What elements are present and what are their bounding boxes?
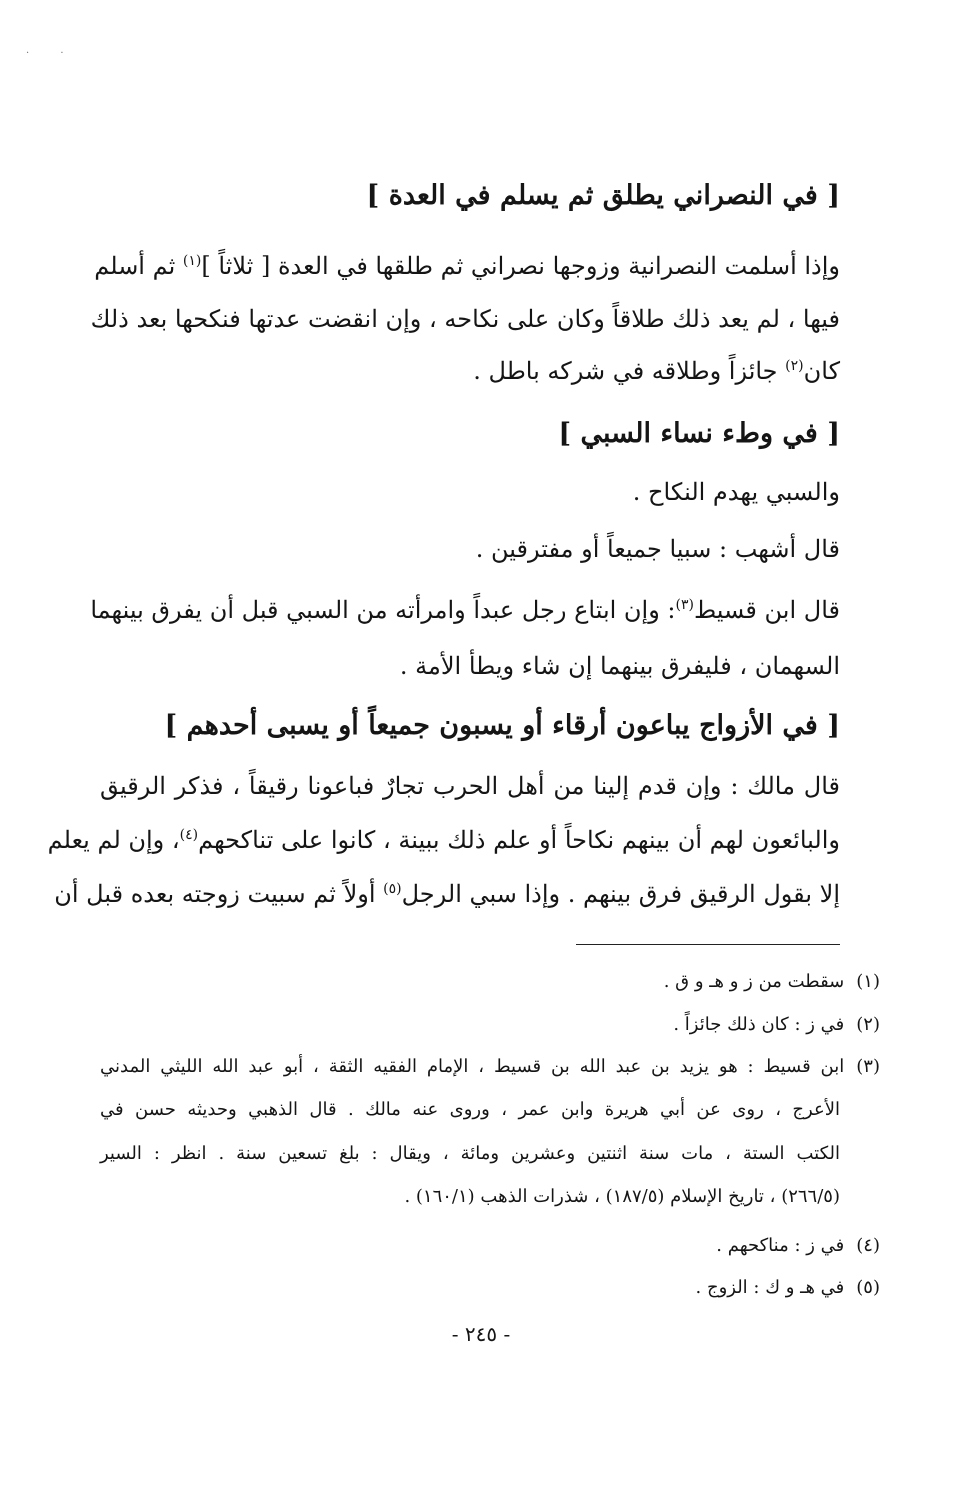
paragraph-line: السهمان ، فليفرق بينهما إن شاء ويطأ الأمة .: [399, 652, 840, 680]
footnote-3-continuation: الأعرج ، روى عن أبي هريرة وابن عمر ، وروى عنه مالك . قال الذهبي وحديثه حسن في: [100, 1099, 840, 1120]
text-run: وإذا أسلمت النصرانية وزوجها نصراني ثم طلقها في العدة [ ثلاثاً ]: [201, 252, 840, 280]
footnote-text: في هـ و ك : الزوج .: [695, 1277, 845, 1298]
footnote-5: [100, 1277, 880, 1298]
footnote-ref: (٤): [179, 827, 199, 843]
text-run: قال ابن قسيط: [693, 596, 840, 624]
text-run: أولاً ثم سبيت زوجته بعده قبل أن: [54, 880, 384, 908]
footnote-text: في ز : كان ذلك جائزاً .: [673, 1014, 845, 1035]
text-run: ، وإن لم يعلم: [47, 826, 180, 854]
footnote-text: سقطت من ز و هـ و ق .: [663, 971, 845, 992]
footnote-3: [100, 1056, 880, 1077]
footnote-2: [100, 1014, 880, 1035]
paragraph-line: [100, 357, 840, 385]
text-run: كان: [803, 357, 840, 385]
footnote-ref: (٢): [785, 358, 804, 374]
section-heading-spouses-sold: [ في الأزواج يباعون أرقاء أو يسبون جميعاً أو يسبى أحدهم ]: [164, 710, 840, 741]
footnote-ref: (١): [182, 253, 202, 269]
paragraph-line: فيها ، لم يعد ذلك طلاقاً وكان على نكاحه ، وإن انقضت عدتها فنكحها بعد ذلك: [90, 305, 840, 333]
text-run: : وإن ابتاع رجل عبداً وامرأته من السبي قبل أن يفرق بينهما: [90, 596, 676, 624]
footnote-3-continuation: الكتب الستة ، مات سنة اثنتين وعشرين ومائة ، ويقال : بلغ تسعين سنة . انظر : السير: [100, 1143, 840, 1164]
text-run: والبائعون لهم أن بينهم نكاحاً أو علم ذلك ببينة ، كانوا على تناكحهم: [198, 826, 840, 854]
paragraph-line: [54, 880, 840, 908]
paragraph-line: قال أشهب : سبيا جميعاً أو مفترقين .: [475, 535, 840, 563]
text-run: إلا بقول الرقيق فرق بينهم . وإذا سبي الرجل: [401, 880, 840, 908]
scan-specks: · ·: [26, 48, 78, 59]
footnote-number: (٥): [856, 1277, 880, 1298]
footnote-4: [100, 1235, 880, 1256]
footnote-number: (٤): [856, 1235, 880, 1256]
footnote-1: [100, 971, 880, 992]
section-heading-christian-divorce: [ في النصراني يطلق ثم يسلم في العدة ]: [366, 180, 840, 211]
footnote-text: في ز : مناكحهم .: [716, 1235, 845, 1256]
page-number: - ٢٤٥ -: [451, 1322, 511, 1346]
paragraph-line: [90, 596, 840, 624]
paragraph-line: [47, 826, 840, 854]
footnote-number: (١): [856, 971, 880, 992]
footnote-number: (٣): [856, 1056, 880, 1077]
footnote-ref: (٥): [383, 881, 402, 897]
section-heading-captives: [ في وطء نساء السبي ]: [558, 418, 840, 449]
paragraph-line: [94, 252, 840, 280]
footnote-text: ابن قسيط : هو يزيد بن عبد الله بن قسيط ، الإمام الفقيه الثقة ، أبو عبد الله الليثي المدني: [100, 1056, 845, 1077]
text-run: جائزاً وطلاقه في شركه باطل .: [473, 357, 786, 385]
footnote-ref: (٣): [675, 597, 694, 613]
footnote-divider: [576, 944, 840, 945]
text-run: ثم أسلم: [94, 252, 183, 280]
paragraph-line: قال مالك : وإن قدم إلينا من أهل الحرب تجارٌ فباعونا رقيقاً ، فذكر الرقيق: [100, 772, 840, 800]
footnote-3-continuation: (٢٦٦/٥) ، تاريخ الإسلام (١٨٧/٥) ، شذرات الذهب (١٦٠/١) .: [404, 1186, 840, 1207]
footnote-number: (٢): [856, 1014, 880, 1035]
paragraph-line: والسبي يهدم النكاح .: [632, 478, 840, 506]
